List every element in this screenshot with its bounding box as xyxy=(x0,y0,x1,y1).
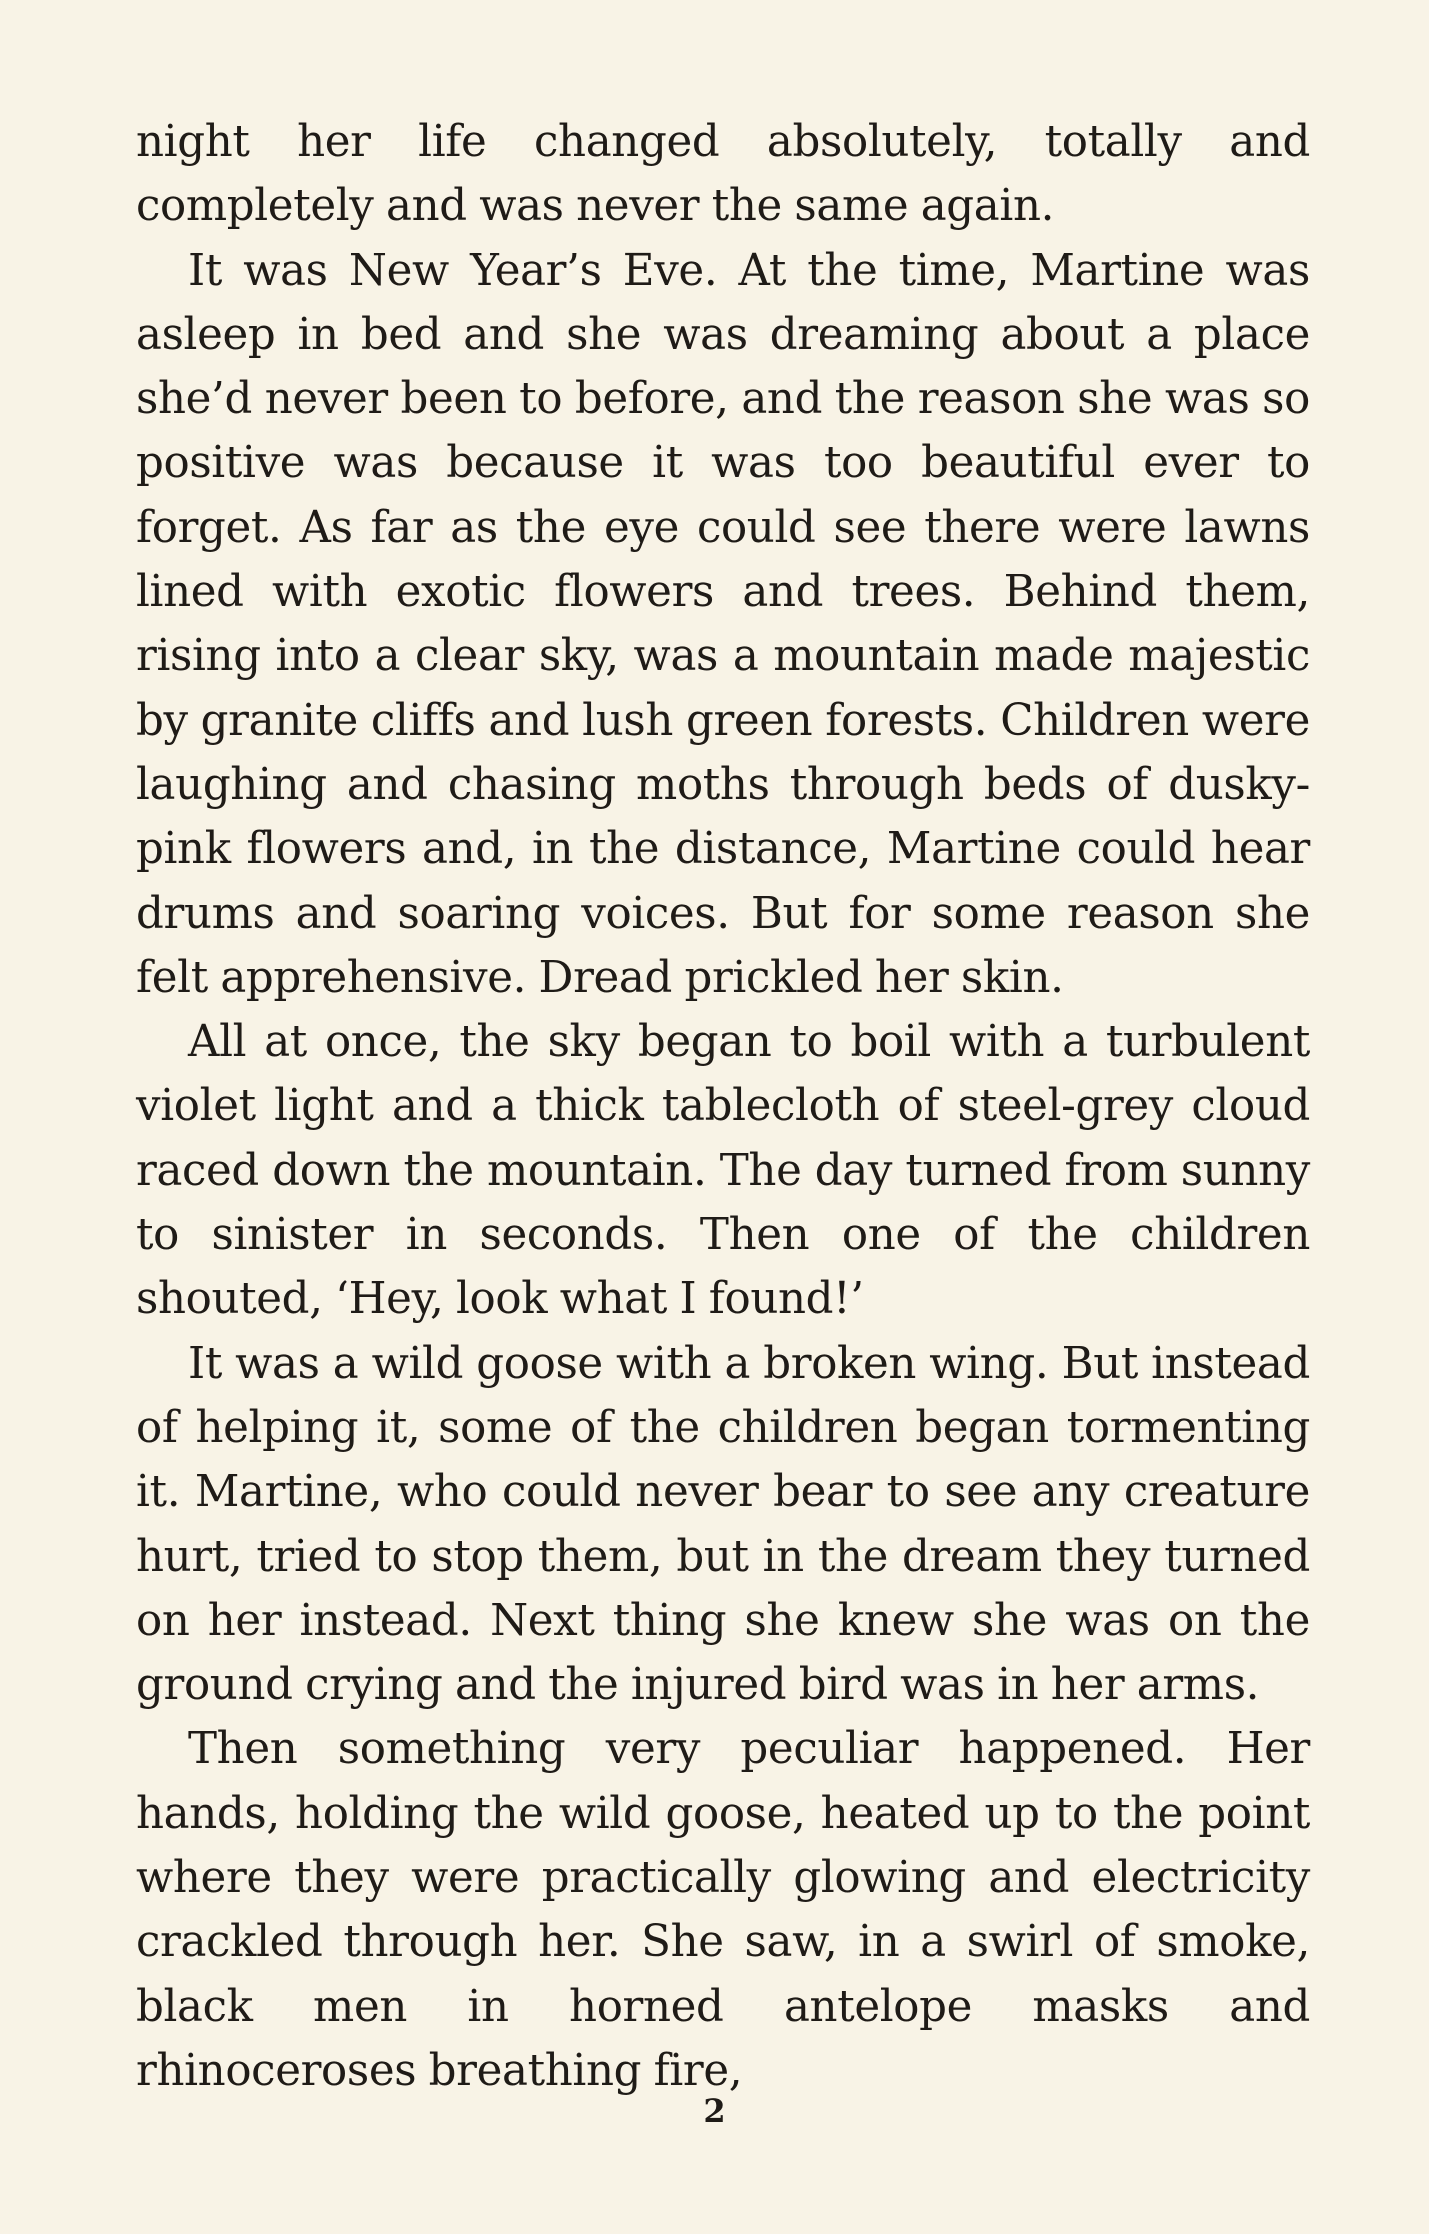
paragraph: It was New Year’s Eve. At the time, Martine was asleep in bed and she was dreaming about a place she’d never been to before, and the reason she was so positive was because it was too beautiful ever to forget. As far as the eye could see there were lawns lined with exotic flowers and trees. Behind them, rising into a clear sky, was a mountain made majestic by granite cliffs and lush green forests. Children were laughing and chasing moths through beds of dusky-pink flowers and, in the distance, Martine could hear drums and soaring voices. But for some reason she felt apprehensive. Dread prickled her skin. xyxy=(136,245,1310,1003)
page-number: 2 xyxy=(703,2092,726,2130)
paragraph-continued: night her life changed absolutely, totally and completely and was never the same again. xyxy=(136,117,1310,232)
page-body xyxy=(136,110,1310,2110)
paragraph: All at once, the sky began to boil with a turbulent violet light and a thick tablecloth of steel-grey cloud raced down the mountain. The day turned from sunny to sinister in seconds. Then one of the children shouted, ‘Hey, look what I found!’ xyxy=(136,1017,1310,1325)
paragraph: It was a wild goose with a broken wing. But instead of helping it, some of the children began tormenting it. Martine, who could never bear to see any creature hurt, tried to stop them, but in the dream they turned on her instead. Next thing she knew she was on the ground crying and the injured bird was in her arms. xyxy=(136,1338,1310,1711)
paragraph: Then something very peculiar happened. Her hands, holding the wild goose, heated up to the point where they were practically glowing and electricity crackled through her. She saw, in a swirl of smoke, black men in horned antelope masks and rhinoceroses breathing fire, xyxy=(136,1724,1310,2096)
